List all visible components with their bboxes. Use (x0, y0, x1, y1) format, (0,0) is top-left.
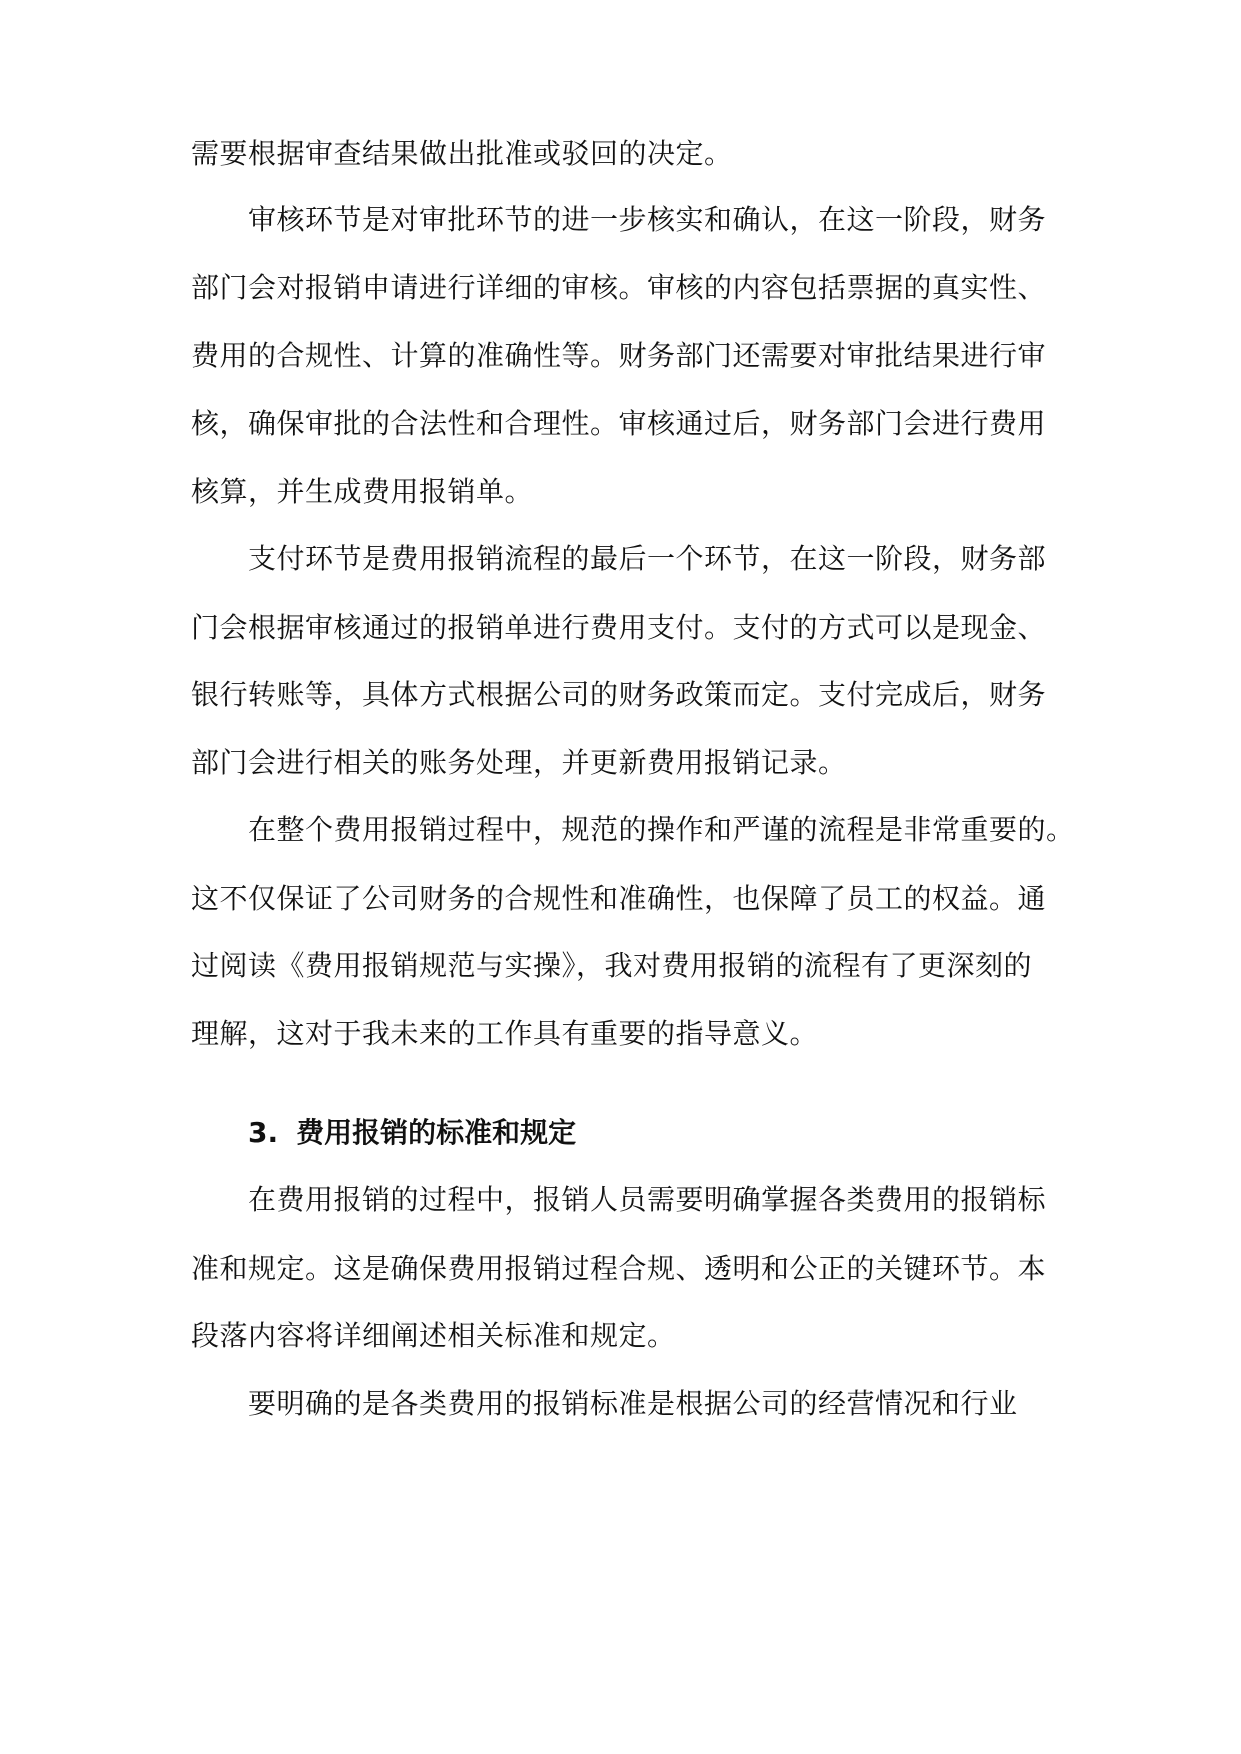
paragraph-line: 在整个费用报销过程中，规范的操作和严谨的流程是非常重要的。 (248, 813, 1075, 846)
paragraph-line: 理解，这对于我未来的工作具有重要的指导意义。 (191, 1017, 819, 1050)
paragraph-line: 段落内容将详细阐述相关标准和规定。 (191, 1319, 676, 1352)
paragraph-line: 这不仅保证了公司财务的合规性和准确性，也保障了员工的权益。通 (191, 882, 1047, 915)
paragraph-line: 要明确的是各类费用的报销标准是根据公司的经营情况和行业 (248, 1387, 1018, 1420)
paragraph-line: 核，确保审批的合法性和合理性。审核通过后，财务部门会进行费用 (191, 407, 1047, 440)
paragraph-line: 准和规定。这是确保费用报销过程合规、透明和公正的关键环节。本 (191, 1252, 1047, 1285)
section-heading (248, 1113, 576, 1153)
paragraph-line: 在费用报销的过程中，报销人员需要明确掌握各类费用的报销标 (248, 1183, 1047, 1216)
paragraph-line: 需要根据审查结果做出批准或驳回的决定。 (191, 137, 733, 170)
paragraph-line: 核算，并生成费用报销单。 (191, 475, 534, 508)
paragraph-line: 银行转账等，具体方式根据公司的财务政策而定。支付完成后，财务 (191, 678, 1047, 711)
paragraph-line: 费用的合规性、计算的准确性等。财务部门还需要对审批结果进行审 (191, 339, 1047, 372)
paragraph-line: 支付环节是费用报销流程的最后一个环节，在这一阶段，财务部 (248, 542, 1047, 575)
paragraph-line: 门会根据审核通过的报销单进行费用支付。支付的方式可以是现金、 (191, 611, 1047, 644)
section-number: 3. (248, 1116, 279, 1149)
paragraph-line: 部门会进行相关的账务处理，并更新费用报销记录。 (191, 746, 847, 779)
paragraph-line: 部门会对报销申请进行详细的审核。审核的内容包括票据的真实性、 (191, 271, 1047, 304)
paragraph-line: 审核环节是对审批环节的进一步核实和确认，在这一阶段，财务 (248, 203, 1047, 236)
paragraph-line: 过阅读《费用报销规范与实操》，我对费用报销的流程有了更深刻的 (191, 949, 1033, 982)
section-title: 费用报销的标准和规定 (296, 1116, 577, 1149)
